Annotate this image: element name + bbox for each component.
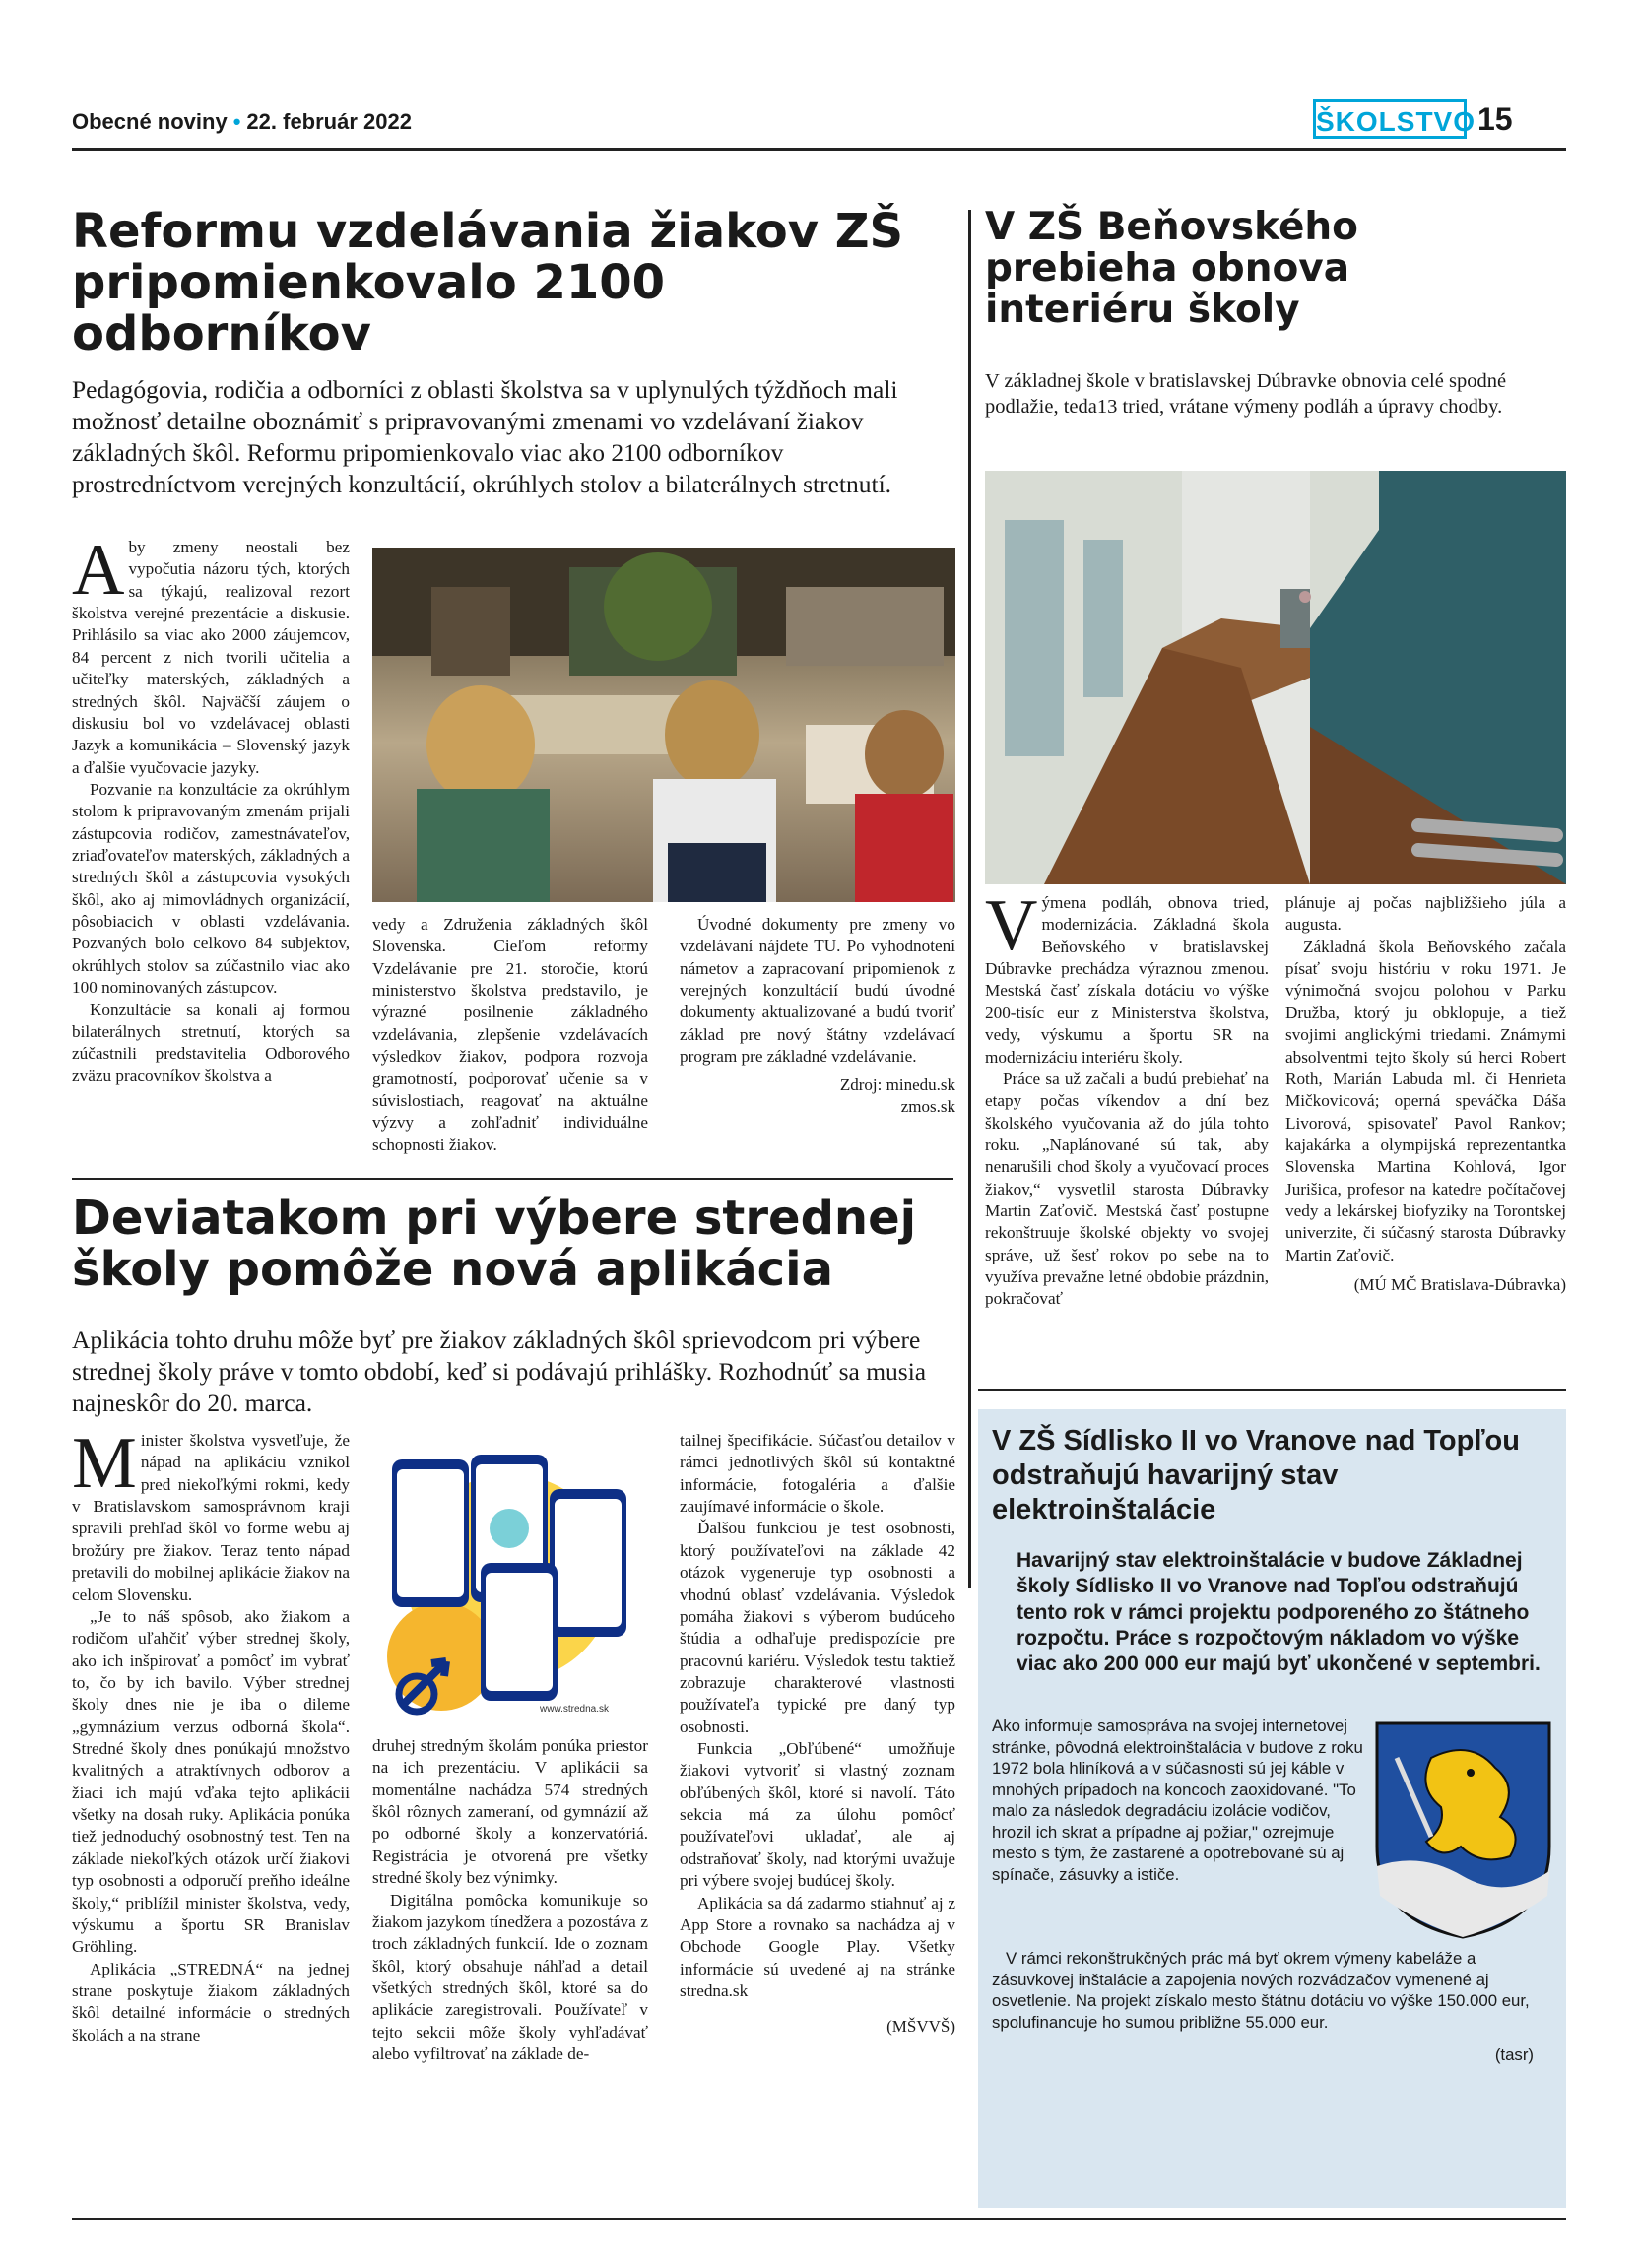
paragraph: Digitálna pomôcka komunikuje so žiakom jazykom tínedžera a pozostáva z troch základných funkcií. Ide o zoznam škôl, ktorý obsahuje náhľad a detail všetkých stredných škôl, ktoré sa do aplikácie zaregistrovali. Používateľ v tejto sekcii môže školy vyhľadávať alebo vyfiltrovať na základe de- (372, 1890, 648, 2064)
article2-lead: V základnej škole v bratislavskej Dúbravke obnovia celé spodné podlažie, teda13 tried, vrátane výmeny podláh a úpravy chodby. (985, 370, 1507, 418)
dropcap: M (72, 1423, 137, 1504)
header-masthead (72, 109, 412, 135)
paragraph: Práce sa už začali a budú prebiehať na etapy počas víkendov a dní bez školského vyučovania až do júla tohto roku. „Naplánované sú tak, aby nenarušili chod školy a vyučovací proces žiakov,“ vysvetlil starosta Dúbravky Martin Zaťovič. Mestská časť postupne rekonštruuje školské objekty vo svojej správe, už šesť rokov po sebe na to využíva prevažne letné obdobie prázdnin, pokračovať (985, 1069, 1269, 1309)
paragraph: plánuje aj počas najbližšieho júla a augusta. (1285, 893, 1566, 935)
section-tag: ŠKOLSTVO (1313, 99, 1467, 139)
paragraph: druhej stredným školám ponúka priestor na ich prezentáciu. V aplikácii sa momentálne nachádza 574 stredných škôl rôznych zameraní, od gymnázií až po odborné školy a konzervatóriá. Registrácia je otvorená pre všetky stredné školy bez výnimky. (372, 1736, 648, 1888)
coat-of-arms (1372, 1718, 1554, 1940)
paragraph: V rámci rekonštrukčných prác má byť okrem výmeny kabeláže a zásuvkovej inštalácie a zapojenia nových rozvádzačov vymenené aj osvetlenie. Na projekt získalo mesto štátnu dotáciu vo výške 150.000 eur, spolufinancuje ho sumou približne 55.000 eur. (992, 1949, 1530, 2032)
source-line: zmos.sk (900, 1096, 955, 1116)
paragraph: by zmeny neostali bez vypočutia názoru tých, ktorých sa týkajú, realizoval rezort školstva verejné prezentácie a diskusie. Prihlásilo sa viac ako 2000 záujemcov, 84 percent z nich tvorili učitelia a učiteľky materských, základných a stredných škôl. Najväčší záujem o diskusiu bol vo vzdelávacej oblasti Jazyk a komunikácia – Slovenský jazyk a ďalšie vyučovacie jazyky. (72, 538, 350, 777)
paragraph: Funkcia „Obľúbené“ umožňuje žiakovi vytvoriť si vlastný zoznam obľúbených škôl, ktoré si navolí. Táto sekcia má za úlohu pomôcť používateľovi ukladať, ale aj odstraňovať školy, nad ktorými uvažuje pri výbere svojej budúcej školy. (680, 1739, 955, 1891)
app-phones-illustration (372, 1430, 648, 1725)
article1-col2 (372, 914, 648, 1156)
classroom-illustration (372, 548, 955, 902)
article2-headline: V ZŠ Beňovského prebieha obnova interiéru školy (985, 205, 1358, 333)
source-line: (MŠVVŠ) (886, 2017, 955, 2037)
article3-headline: Deviatakom pri výbere strednej školy pomôže nová aplikácia (72, 1191, 917, 1297)
paragraph: Úvodné dokumenty pre zmeny vo vzdelávaní nájdete TU. Po vyhodnotení námetov a zapracovaní pripomienok z verejných konzultácií budú úvodné dokumenty aktualizované a budú tvoriť základ pre nový štátny vzdelávací program pre základné vzdelávanie. (680, 915, 955, 1067)
paragraph: Ako informuje samospráva na svojej internetovej stránke, pôvodná elektroinštalácia v budove z roku 1972 bola hliníková a v súčasnosti sú jej káble v mnohých prípadoch na koncoch zaoxidované. "To malo za následok degradáciu izolácie vodičov, hrozil ich skrat a prípadne aj požiar," ozrejmuje mesto s tým, že zastarené a opotrebované sú aj spínače, zásuvky a ističe. (992, 1717, 1363, 1884)
corridor-photo (985, 471, 1566, 884)
source-line: (MÚ MČ Bratislava-Dúbravka) (1353, 1275, 1566, 1295)
corridor-illustration (985, 471, 1566, 884)
paragraph: Aplikácia sa dá zadarmo stiahnuť aj z App Store a rovnako sa nachádza aj v Obchode Google Play. Všetky informácie sú uvedené aj na stránke stredna.sk (680, 1893, 955, 2000)
paper-name: Obecné noviny (72, 109, 228, 134)
article3-col1 (72, 1423, 350, 2046)
article4-headline: V ZŠ Sídlisko II vo Vranove nad Topľou odstraňujú havarijný stav elektroinštalácie (992, 1425, 1520, 1525)
article4-lead: Havarijný stav elektroinštalácie v budove Základnej školy Sídlisko II vo Vranove nad Topľou odstraňujú tento rok v rámci projektu podporeného zo štátneho rozpočtu. Práce s rozpočtovým nákladom vo výške viac ako 200 000 eur majú byť ukončené v septembri. (1017, 1549, 1541, 1675)
issue-date: 22. február 2022 (246, 109, 412, 134)
paragraph: Konzultácie sa konali aj formou bilaterálnych stretnutí, ktorých sa zúčastnili predstavitelia Odborového zväzu pracovníkov školstva a (72, 1000, 350, 1085)
dropcap: A (72, 530, 125, 611)
app-caption: www.stredna.sk (540, 1704, 610, 1715)
app-promo-image (372, 1430, 648, 1725)
article2-col2 (1285, 892, 1566, 1296)
separator-dot: • (232, 109, 241, 134)
article4-body-bottom (992, 1948, 1553, 2066)
article-rule (72, 1178, 953, 1180)
article4-body-top (992, 1716, 1366, 1885)
paragraph: inister školstva vysvetľuje, že nápad na aplikáciu vznikol pred niekoľkými rokmi, kedy v Bratislavskom samosprávnom kraji spravili prehľad škôl vo forme webu aj brožúry pre žiakov. Teraz tento nápad pretavili do mobilnej aplikácie žiakov na celom Slovensku. (72, 1431, 350, 1604)
article3-lead: Aplikácia tohto druhu môže byť pre žiakov základných škôl sprievodcom pri výbere strednej školy práve v tomto období, keď si podávajú prihlášky. Rozhodnúť sa musia najneskôr do 20. marca. (72, 1326, 927, 1417)
article1-lead: Pedagógovia, rodičia a odborníci z oblasti školstva sa v uplynulých týždňoch mali možnosť detailne oboznámiť s pripravovanými zmenami vo vzdelávaní žiakov základných škôl. Reformu pripomienkovalo viac ako 2100 odborníkov prostredníctvom verejných konzultácií, okrúhlych stolov a bilaterálnych stretnutí. (72, 375, 898, 498)
page-number: 15 (1477, 101, 1513, 137)
paragraph: ýmena podláh, obnova tried, modernizácia. Základná škola Beňovského v bratislavskej Dúbravke prechádza výraznou zmenou. Mestská časť získala dotáciu vo výške 200-tisíc eur z Ministerstva školstva, vedy, výskumu a športu SR na modernizáciu interiéru školy. (985, 893, 1269, 1067)
footer-rule (72, 2218, 1566, 2220)
article-rule (978, 1389, 1566, 1391)
paragraph: Pozvanie na konzultácie za okrúhlym stolom k pripravovaným zmenám prijali zástupcovia rodičov, zamestnávateľov, zriaďovateľov materských, základných a stredných škôl a zástupcovia vysokých škôl, ako aj mimovládnych organizácií, pôsobiacich v oblasti vzdelávania. Pozvaných bolo celkovo 84 subjektov, okrúhlych stolov sa zúčastnilo viac ako 100 nominovaných zástupcov. (72, 779, 350, 998)
paragraph: vedy a Združenia základných škôl Slovenska. Cieľom reformy Vzdelávanie pre 21. storočie, ktorú ministerstvo školstva predstavilo, je výrazné posilnenie základného vzdelávania, zlepšenie vzdelávacích výsledkov žiakov, podpora rozvoja gramotností, podporovať učenie sa v súvislostiach, reagovať na aktuálne výzvy a zohľadniť individuálne schopnosti žiakov. (372, 915, 648, 1154)
article2-col1 (985, 885, 1269, 1311)
dropcap: V (985, 885, 1038, 966)
crest-illustration (1372, 1718, 1554, 1940)
paragraph: tailnej špecifikácie. Súčasťou detailov v rámci jednotlivých škôl sú kontaktné informácie, fotogaléria a ďalšie zaujímavé informácie o škole. (680, 1431, 955, 1517)
classroom-photo (372, 548, 955, 902)
article1-headline: Reformu vzdelávania žiakov ZŠ pripomienkovalo 2100 odborníkov (72, 204, 904, 361)
paragraph: „Je to náš spôsob, ako žiakom a rodičom uľahčiť výber strednej školy, ako ich inšpirovať a pomôcť im vybrať to, čo by ich bavilo. Výber strednej školy dnes nie je iba o dileme „gymnázium verzus odborná škola“. Stredné školy dnes ponúkajú množstvo kvalitných a atraktívnych odborov a žiaci ich majú vďaka tejto aplikácii všetky na dosah ruky. Aplikácia ponúka tiež jednoduchý osobnostný test. Ten na základe niekoľkých otázok určí žiakovi typ osobnosti a odporučí preňho ideálne školy,“ priblížil minister školstva, vedy, výskumu a športu SR Branislav Gröhling. (72, 1606, 350, 1957)
paragraph: Aplikácia „STREDNÁ“ na jednej strane poskytuje žiakom základných škôl detailné informácie o stredných školách a na strane (72, 1959, 350, 2044)
column-divider (968, 210, 971, 1588)
paragraph: Ďalšou funkciou je test osobnosti, ktorý používateľovi na základe 42 otázok vygeneruje typ osobnosti a vhodnú oblasť vzdelávania. Výsledok pomáha žiakovi s výberom budúceho štúdia a odhaľuje predispozície pre pracovnú kariéru. Výsledok testu taktiež zobrazuje charakterové vlastnosti používateľa typické pre daný typ osobnosti. (680, 1519, 955, 1736)
article1-col1 (72, 530, 350, 1177)
paragraph: Základná škola Beňovského začala písať svoju históriu v roku 1971. Je výnimočná svojou polohou v Parku Družba, ktorý ju obklopuje, a tiež svojimi anglickými triedami. Známymi absolventmi tejto školy sú herci Robert Roth, Marián Labuda ml. či Henrieta Mičkovicová; operná speváčka Dáša Livorová, spisovateľ Pavol Rankov; kajakárka a olympijská reprezentantka Slovenska Martina Kohlová, Igor Jurišica, profesor na katedre počítačovej vedy a lekárskej biofyziky na Torontskej univerzite, či súčasný starosta Dúbravky Martin Zaťovič. (1285, 937, 1566, 1264)
source-line: Zdroj: minedu.sk (839, 1074, 955, 1094)
article3-col3 (680, 1430, 955, 2038)
source-line: (tasr) (1494, 2045, 1534, 2064)
header-rule (72, 148, 1566, 151)
article1-col3 (680, 914, 955, 1118)
article3-col2 (372, 1735, 648, 2065)
